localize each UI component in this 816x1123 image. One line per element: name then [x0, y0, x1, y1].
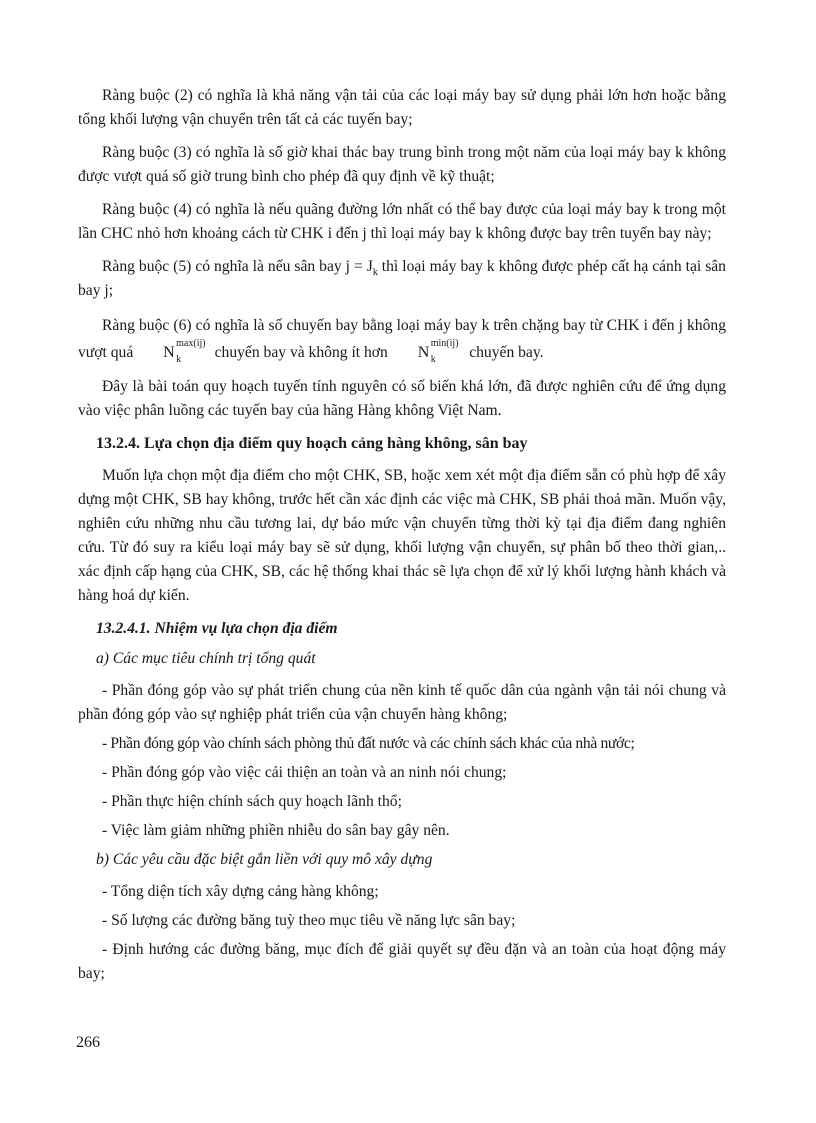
paragraph-constraint-5	[78, 255, 726, 303]
paragraph-constraint-4: Ràng buộc (4) có nghĩa là nếu quãng đường lớn nhất có thể bay được của loại máy bay k trong một lần CHC nhỏ hơn khoảng cách từ CHK i đến j thì loại máy bay k không được bay trên tuyến bay này;	[78, 201, 726, 242]
section-heading: 13.2.4. Lựa chọn địa điểm quy hoạch cảng hàng không, sân bay	[96, 435, 528, 452]
list-item: - Phần đóng góp vào việc cải thiện an toàn và an ninh nói chung;	[102, 764, 507, 781]
paragraph-constraint-3: Ràng buộc (3) có nghĩa là số giờ khai thác bay trung bình trong một năm của loại máy bay k không được vượt quá số giờ trung bình cho phép đã quy định về kỹ thuật;	[78, 144, 726, 185]
math-n-min: N min(ij) k	[417, 338, 459, 365]
group-b-title: b) Các yêu cầu đặc biệt gắn liền với quy mô xây dựng	[96, 851, 433, 868]
math-j-equals-jk: $j = J_k$	[345, 258, 378, 279]
list-item: - Phần đóng góp vào sự phát triển chung của nền kinh tế quốc dân của ngành vận tải nói chung và phần đóng góp vào sự nghiệp phát triển của vận chuyển hàng không;	[78, 682, 726, 723]
group-a-title: a) Các mục tiêu chính trị tổng quát	[96, 650, 316, 667]
section-intro: Muốn lựa chọn một địa điểm cho một CHK, SB, hoặc xem xét một địa điểm sẵn có phù hợp để xây dựng một CHK, SB hay không, trước hết cần xác định các việc mà CHK, SB phải thoả mãn. Muốn vậy, nghiên cứu những nhu cầu tương lai, dự báo mức vận chuyển từng thời kỳ tại địa điểm đang nghiên cứu. Từ đó suy ra kiểu loại máy bay sẽ sử dụng, khối lượng vận chuyển, sự phân bố theo thời gian,.. xác định cấp hạng của CHK, SB, các hệ thống khai thác sẽ lựa chọn để xử lý khối lượng hành khách và hàng hoá dự kiến.	[78, 467, 726, 604]
list-item: - Phần đóng góp vào chính sách phòng thủ đất nước và các chính sách khác của nhà nước;	[102, 735, 635, 752]
constraint-5-text-before: Ràng buộc (5) có nghĩa là nếu sân bay	[102, 258, 346, 275]
list-item: - Phần thực hiện chính sách quy hoạch lãnh thổ;	[102, 793, 402, 810]
math-n-max: N max(ij) k	[163, 338, 206, 365]
list-item: - Tổng diện tích xây dựng cảng hàng không;	[102, 883, 379, 900]
page-body	[78, 84, 726, 991]
constraint-6-text-middle: chuyến bay và không ít hơn	[210, 344, 392, 361]
paragraph-summary: Đây là bài toán quy hoạch tuyến tính nguyên có số biến khá lớn, đã được nghiên cứu để ứng dụng vào việc phân luồng các tuyến bay của hãng Hàng không Việt Nam.	[78, 378, 726, 419]
constraint-6-text-before: Ràng buộc (6) có nghĩa là số chuyến bay bằng loại máy bay k trên chặng bay từ CHK i đến j không vượt quá	[78, 317, 726, 361]
page-number: 266	[76, 1034, 100, 1051]
list-item: - Số lượng các đường băng tuỳ theo mục tiêu về năng lực sân bay;	[102, 912, 516, 929]
list-item: - Việc làm giảm những phiền nhiễu do sân bay gây nên.	[102, 822, 450, 839]
subsection-heading: 13.2.4.1. Nhiệm vụ lựa chọn địa điểm	[96, 620, 338, 637]
paragraph-constraint-6	[78, 312, 726, 366]
constraint-5-text-after: thì loại máy bay k không được phép cất hạ cánh tại sân bay j;	[78, 258, 726, 299]
constraint-6-text-after: chuyến bay.	[465, 344, 544, 361]
list-item: - Định hướng các đường băng, mục đích để giải quyết sự đều đặn và an toàn của hoạt động máy bay;	[78, 941, 726, 982]
paragraph-constraint-2: Ràng buộc (2) có nghĩa là khả năng vận tải của các loại máy bay sử dụng phải lớn hơn hoặc bằng tổng khối lượng vận chuyển trên tất cả các tuyến bay;	[78, 87, 726, 128]
